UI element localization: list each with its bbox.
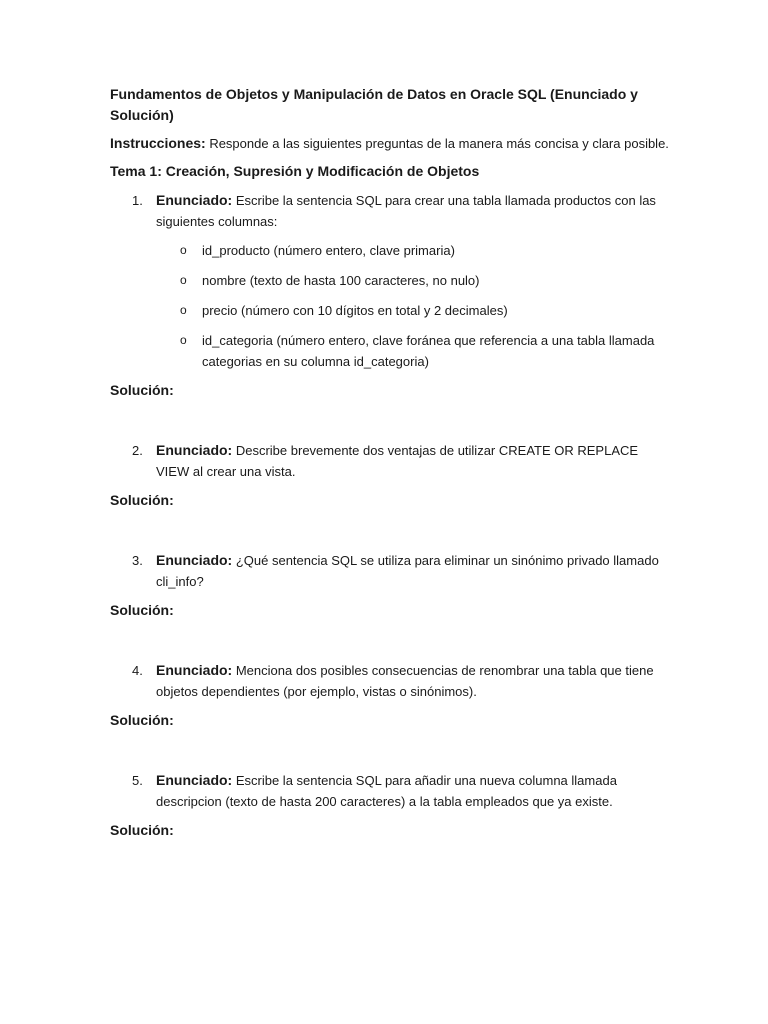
- list-item: [110, 240, 670, 261]
- instructions-label: Instrucciones:: [110, 135, 206, 151]
- question-number: 2.: [132, 443, 143, 458]
- question-5: [110, 770, 670, 812]
- list-item-text: id_producto (número entero, clave primaria): [202, 243, 455, 258]
- enunciado-label: Enunciado:: [156, 442, 233, 458]
- list-item: [110, 330, 670, 372]
- list-item: [110, 300, 670, 321]
- question-text: [156, 440, 670, 482]
- enunciado-label: Enunciado:: [156, 552, 233, 568]
- instructions-text: Responde a las siguientes preguntas de la manera más concisa y clara posible.: [205, 136, 669, 151]
- document-body: [110, 84, 670, 841]
- instructions-paragraph: [110, 133, 670, 154]
- list-item-text: nombre (texto de hasta 100 caracteres, no nulo): [202, 273, 480, 288]
- question-text: [156, 550, 670, 592]
- bullet-icon: o: [180, 243, 187, 257]
- question-number: 3.: [132, 553, 143, 568]
- question-body: Describe brevemente dos ventajas de utilizar CREATE OR REPLACE VIEW al crear una vista.: [156, 443, 639, 479]
- question-4: [110, 660, 670, 702]
- enunciado-label: Enunciado:: [156, 192, 233, 208]
- question-body: Menciona dos posibles consecuencias de renombrar una tabla que tiene objetos dependientes (por ejemplo, vistas o sinónimos).: [156, 663, 654, 699]
- section-heading: Tema 1: Creación, Supresión y Modificación de Objetos: [110, 163, 480, 179]
- solution-label: Solución:: [110, 382, 174, 398]
- bullet-icon: o: [180, 273, 187, 287]
- question-body: Escribe la sentencia SQL para crear una tabla llamada productos con las siguientes columnas:: [156, 193, 656, 229]
- question-body: Escribe la sentencia SQL para añadir una nueva columna llamada descripcion (texto de hasta 200 caracteres) a la tabla empleados que ya existe.: [156, 773, 617, 809]
- question-body: ¿Qué sentencia SQL se utiliza para eliminar un sinónimo privado llamado cli_info?: [156, 553, 659, 589]
- question-2: [110, 440, 670, 482]
- question-text: [156, 190, 670, 232]
- column-list: [110, 240, 670, 372]
- solution-label: Solución:: [110, 602, 174, 618]
- question-number: 4.: [132, 663, 143, 678]
- solution-label: Solución:: [110, 712, 174, 728]
- list-item: [110, 270, 670, 291]
- question-1: [110, 190, 670, 232]
- question-text: [156, 660, 670, 702]
- question-3: [110, 550, 670, 592]
- question-text: [156, 770, 670, 812]
- enunciado-label: Enunciado:: [156, 772, 233, 788]
- question-number: 5.: [132, 773, 143, 788]
- document-title: Fundamentos de Objetos y Manipulación de Datos en Oracle SQL (Enunciado y Solución): [110, 86, 638, 123]
- bullet-icon: o: [180, 333, 187, 347]
- bullet-icon: o: [180, 303, 187, 317]
- list-item-text: id_categoria (número entero, clave foránea que referencia a una tabla llamada categorias en su columna id_categoria): [202, 333, 655, 369]
- solution-label: Solución:: [110, 492, 174, 508]
- enunciado-label: Enunciado:: [156, 662, 233, 678]
- question-number: 1.: [132, 193, 143, 208]
- list-item-text: precio (número con 10 dígitos en total y 2 decimales): [202, 303, 508, 318]
- solution-label: Solución:: [110, 822, 174, 838]
